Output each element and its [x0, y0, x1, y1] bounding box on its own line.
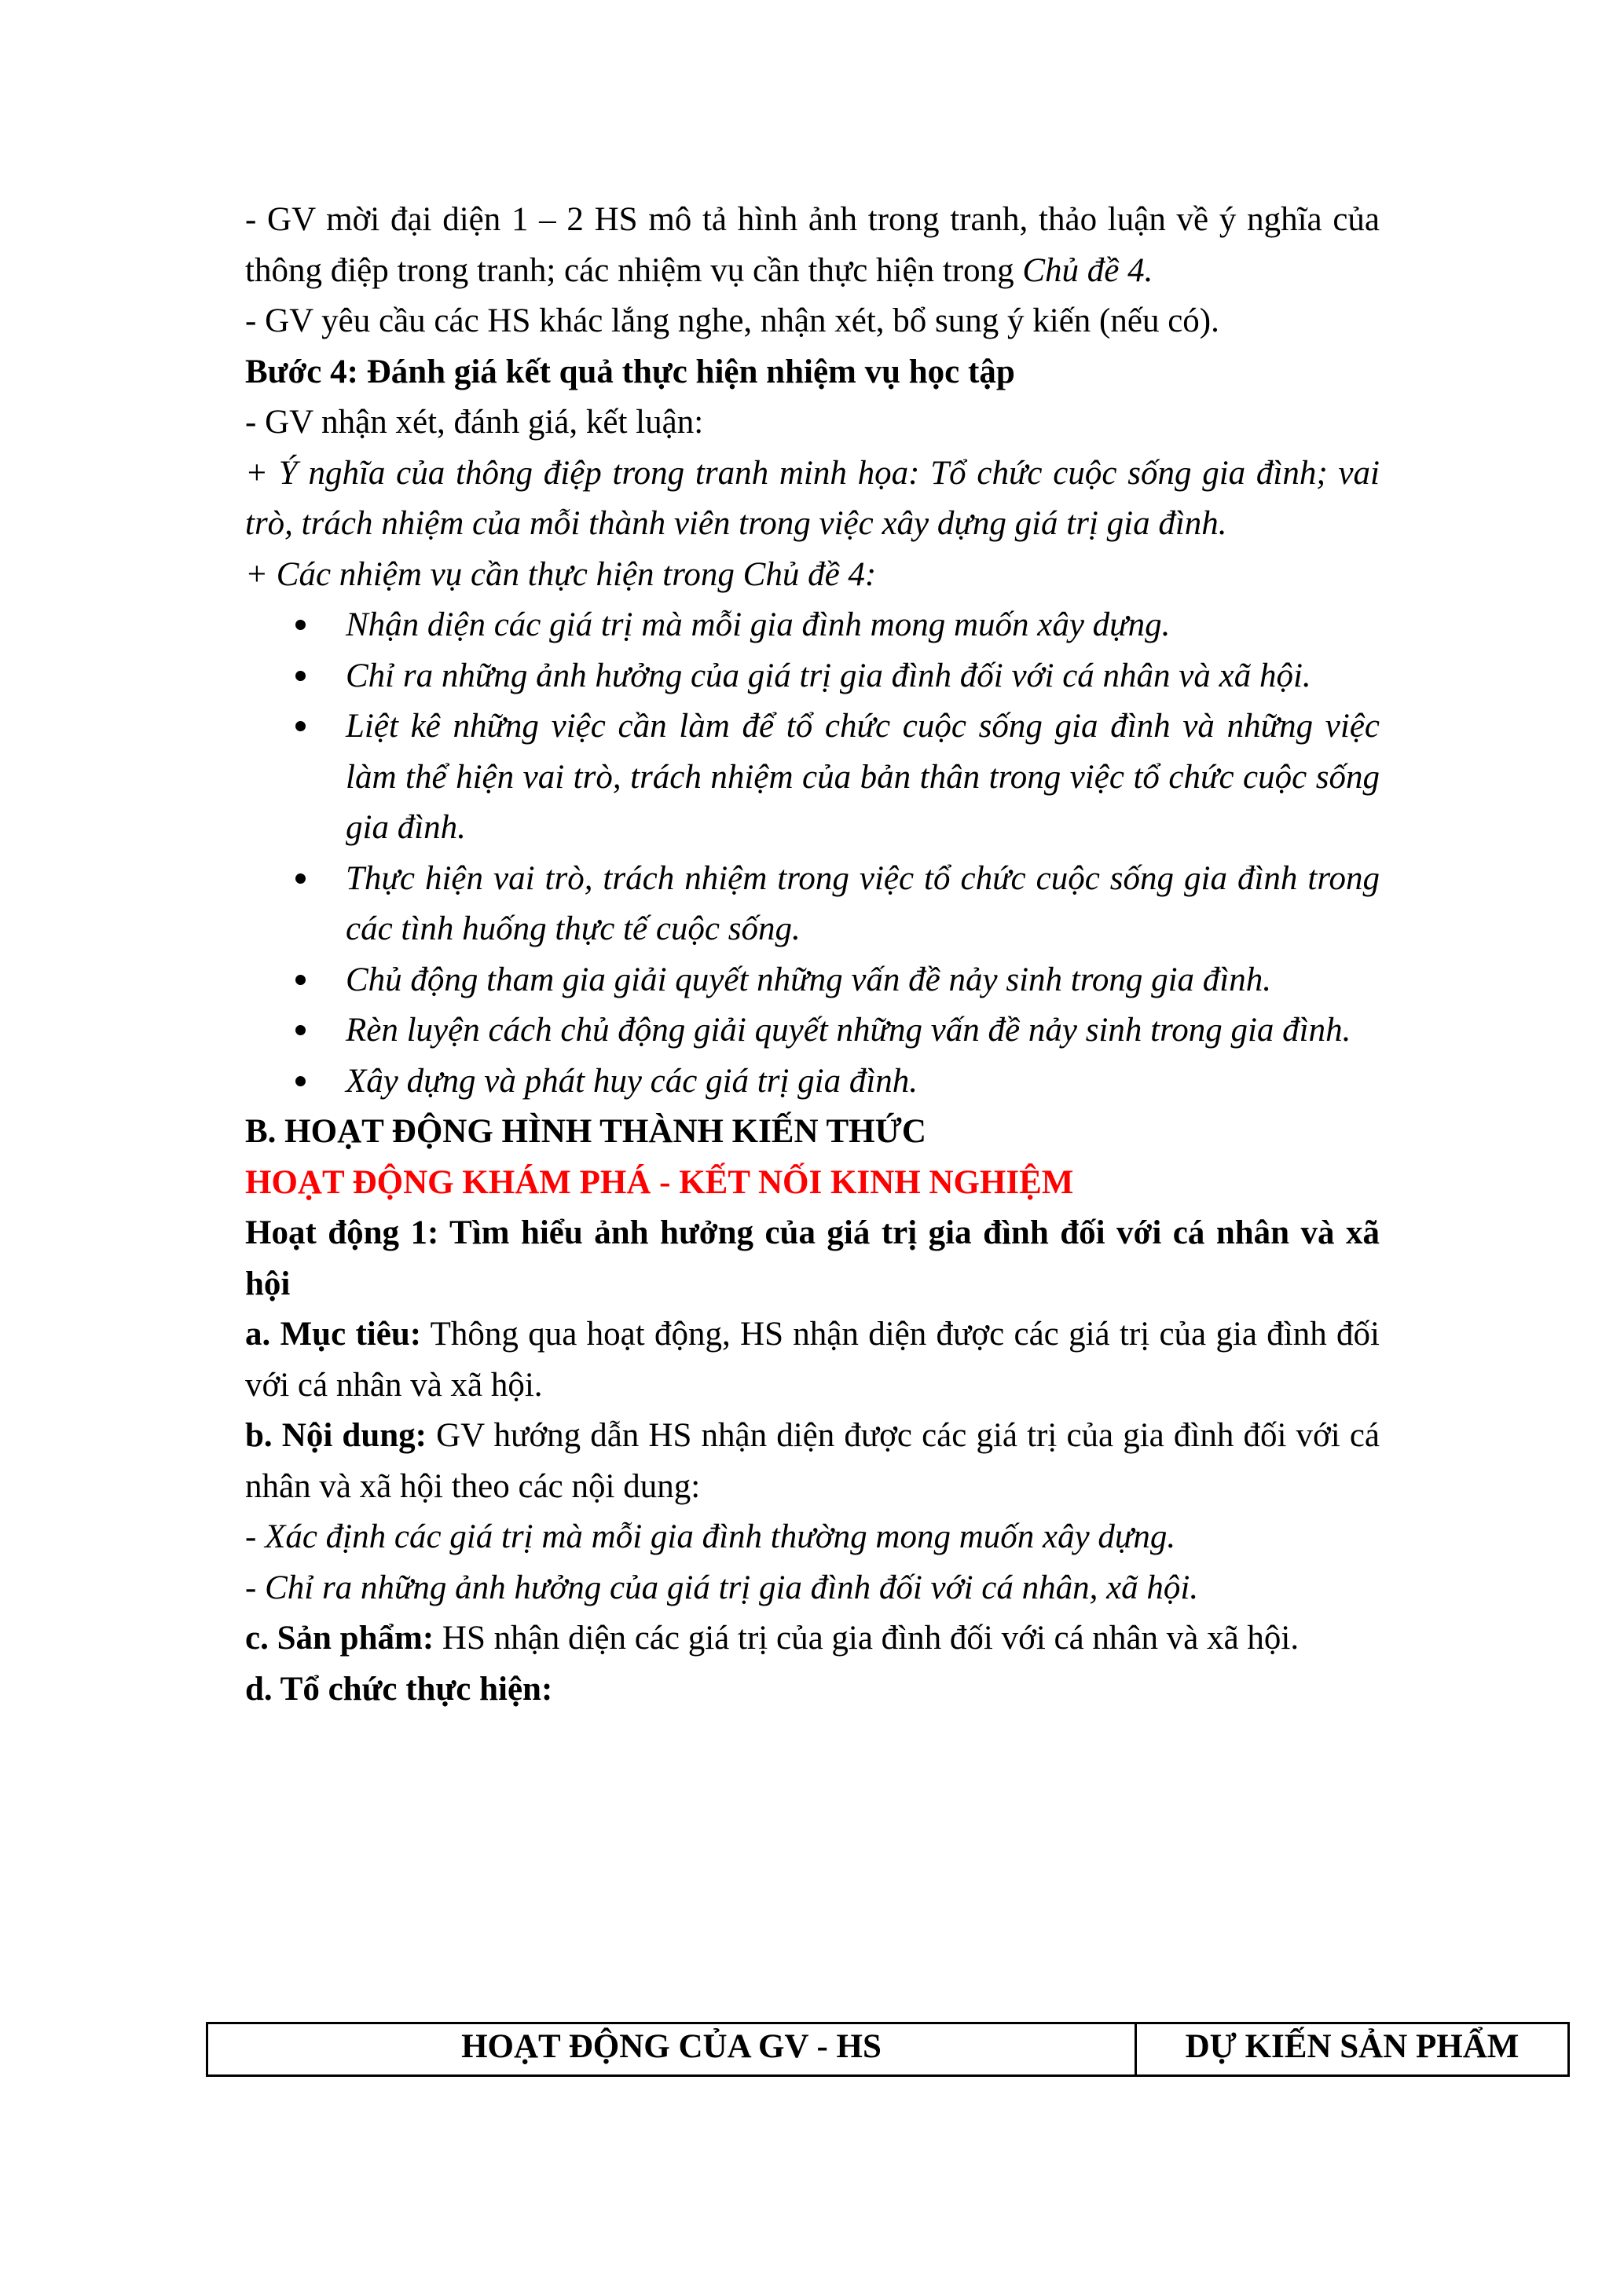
- list-item: Nhận diện các giá trị mà mỗi gia đình mong muốn xây dựng.: [346, 600, 1380, 651]
- goal-paragraph: [245, 1309, 1380, 1411]
- list-item: Chỉ ra những ảnh hưởng của giá trị gia đình đối với cá nhân và xã hội.: [346, 651, 1380, 702]
- list-item: Liệt kê những việc cần làm để tổ chức cuộc sống gia đình và những việc làm thể hiện vai trò, trách nhiệm của bản thân trong việc tổ chức cuộc sống gia đình.: [346, 701, 1380, 854]
- gv-listen-paragraph: - GV yêu cầu các HS khác lắng nghe, nhận xét, bổ sung ý kiến (nếu có).: [245, 302, 1219, 339]
- table-header-row: [207, 2023, 1569, 2076]
- table-header-product: DỰ KIẾN SẢN PHẨM: [1136, 2023, 1569, 2076]
- goal-label: a. Mục tiêu:: [245, 1316, 422, 1353]
- table-header-activity: HOẠT ĐỘNG CỦA GV - HS: [207, 2023, 1136, 2076]
- step4-heading: Bước 4: Đánh giá kết quả thực hiện nhiệm vụ học tập: [245, 353, 1015, 390]
- gv-invite-paragraph: [245, 195, 1380, 296]
- organize-label: d. Tổ chức thực hiện:: [245, 1670, 553, 1708]
- document-page: [245, 195, 1380, 1715]
- product-text: HS nhận diện các giá trị của gia đình đối với cá nhân và xã hội.: [434, 1620, 1300, 1657]
- product-label: c. Sản phẩm:: [245, 1620, 434, 1657]
- gv-comment-paragraph: - GV nhận xét, đánh giá, kết luận:: [245, 404, 704, 441]
- tasks-list: [245, 600, 1380, 1107]
- section-b-heading: B. HOẠT ĐỘNG HÌNH THÀNH KIẾN THỨC: [245, 1113, 926, 1150]
- topic-reference: Chủ đề 4.: [1022, 251, 1153, 289]
- activity-1-title: Hoạt động 1: Tìm hiểu ảnh hưởng của giá trị gia đình đối với cá nhân và xã hội: [245, 1214, 1380, 1302]
- list-item: Thực hiện vai trò, trách nhiệm trong việc tổ chức cuộc sống gia đình trong các tình huống thực tế cuộc sống.: [346, 854, 1380, 955]
- gv-invite-text: - GV mời đại diện 1 – 2 HS mô tả hình ảnh trong tranh, thảo luận về ý nghĩa của thông điệp trong tranh; các nhiệm vụ cần thực hiện trong: [245, 201, 1380, 289]
- content-item: - Xác định các giá trị mà mỗi gia đình thường mong muốn xây dựng.: [245, 1518, 1176, 1555]
- content-label: b. Nội dung:: [245, 1417, 427, 1454]
- content-item: - Chỉ ra những ảnh hưởng của giá trị gia đình đối với cá nhân, xã hội.: [245, 1569, 1199, 1606]
- tasks-intro: + Các nhiệm vụ cần thực hiện trong Chủ đề 4:: [245, 555, 877, 593]
- product-paragraph: [245, 1613, 1380, 1664]
- goal-text: Thông qua hoạt động, HS nhận diện được các giá trị của gia đình đối với cá nhân và xã hội.: [245, 1316, 1380, 1404]
- content-text: GV hướng dẫn HS nhận diện được các giá trị của gia đình đối với cá nhân và xã hội theo các nội dung:: [245, 1417, 1380, 1505]
- list-item: Xây dựng và phát huy các giá trị gia đình.: [346, 1056, 1380, 1108]
- list-item: Rèn luyện cách chủ động giải quyết những vấn đề nảy sinh trong gia đình.: [346, 1005, 1380, 1056]
- activity-table: [206, 2022, 1570, 2077]
- message-meaning-paragraph: + Ý nghĩa của thông điệp trong tranh minh họa: Tổ chức cuộc sống gia đình; vai trò, trách nhiệm của mỗi thành viên trong việc xây dựng giá trị gia đình.: [245, 454, 1380, 542]
- section-b-subheading: HOẠT ĐỘNG KHÁM PHÁ - KẾT NỐI KINH NGHIỆM: [245, 1163, 1074, 1201]
- content-paragraph: [245, 1411, 1380, 1512]
- list-item: Chủ động tham gia giải quyết những vấn đề nảy sinh trong gia đình.: [346, 955, 1380, 1006]
